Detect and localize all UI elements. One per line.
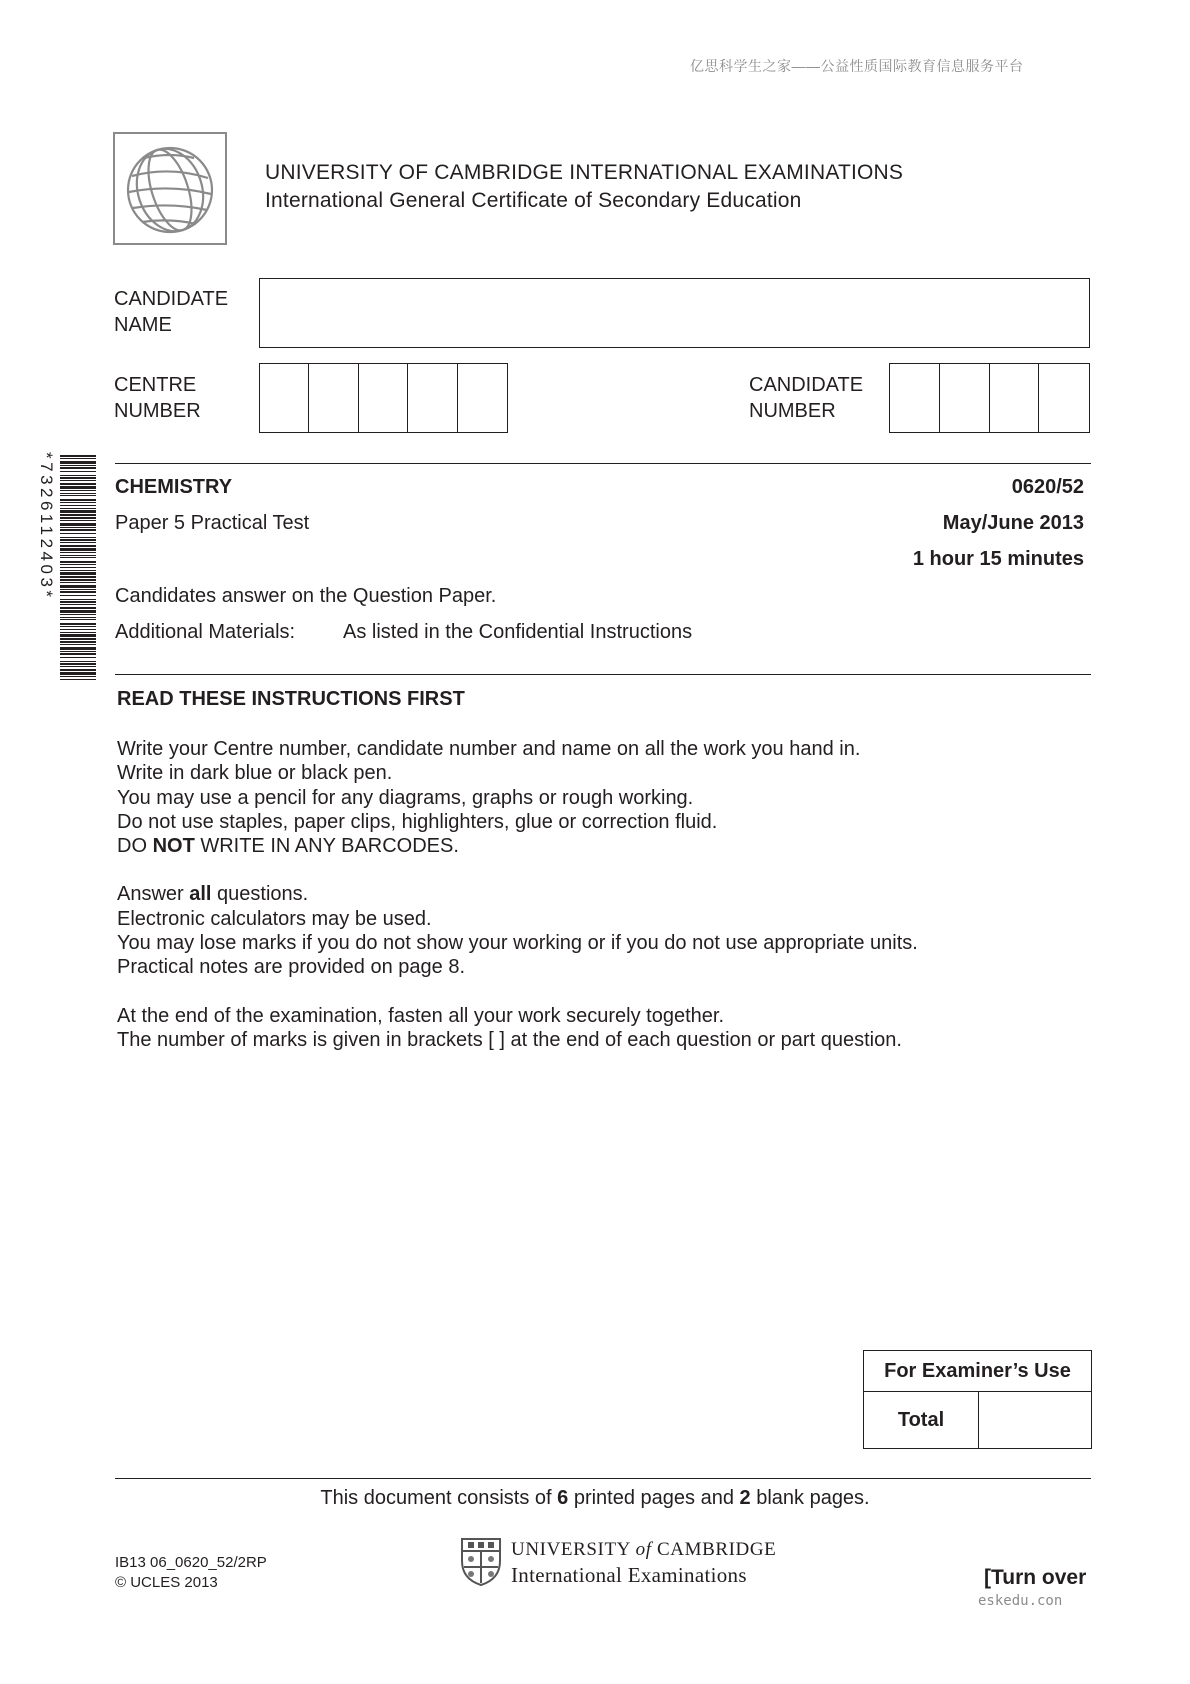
barcode-bar: [60, 483, 96, 485]
barcode-bar: [60, 576, 96, 578]
barcode-bar: [60, 585, 96, 588]
divider-top: [115, 463, 1091, 464]
barcode-bar: [60, 604, 96, 605]
barcode-bar: [60, 533, 96, 534]
instruction-line: The number of marks is given in brackets [ ] at the end of each question or part question.: [117, 1028, 902, 1051]
barcode-bar: [60, 638, 96, 640]
barcode-bar: [60, 661, 96, 662]
centre-number-cell[interactable]: [458, 364, 507, 432]
total-label: Total: [864, 1392, 979, 1449]
barcode-bar: [60, 490, 96, 491]
barcode-bar: [60, 599, 96, 600]
footer-university-of: of: [635, 1539, 652, 1560]
page-count-text: printed pages and: [568, 1487, 740, 1509]
barcode-bar: [60, 517, 96, 519]
barcode-bar: [60, 617, 96, 618]
paper-code: 0620/52: [1011, 476, 1084, 498]
candidate-number-cell[interactable]: [990, 364, 1040, 432]
page-count-text: This document consists of: [320, 1487, 558, 1509]
barcode-bar: [60, 601, 96, 603]
barcode-bar: [60, 564, 96, 565]
centre-number-cell[interactable]: [260, 364, 309, 432]
barcode-bar: [60, 499, 96, 501]
divider-middle: [115, 674, 1091, 675]
barcode-bar: [60, 495, 96, 496]
barcode-bar: [60, 669, 96, 671]
barcode-digits: *7326112403*: [37, 452, 56, 601]
candidate-number-label-line2: NUMBER: [749, 400, 836, 422]
centre-number-label-line1: CENTRE: [114, 374, 197, 396]
footer-reference: [115, 1553, 267, 1593]
barcode-bar: [60, 589, 96, 590]
barcode-bar: [60, 567, 96, 568]
candidate-name-label: [114, 286, 228, 338]
instruction-text: DO: [117, 835, 153, 858]
instruction-line: [117, 882, 918, 906]
instructions-heading: READ THESE INSTRUCTIONS FIRST: [117, 688, 465, 710]
barcode-bar: [60, 610, 96, 613]
candidate-number-label: [749, 372, 863, 424]
barcode: [60, 455, 96, 681]
watermark-top: 亿思科学生之家——公益性质国际教育信息服务平台: [690, 58, 1024, 74]
candidate-name-label-line2: NAME: [114, 314, 172, 336]
candidate-name-label-line1: CANDIDATE: [114, 288, 229, 310]
barcode-bar: [60, 676, 96, 677]
qualification-title: International General Certificate of Secondary Education: [265, 189, 802, 212]
barcode-bar: [60, 572, 96, 575]
barcode-bar: [60, 529, 96, 531]
barcode-bar: [60, 467, 96, 469]
instructions-block: [117, 737, 918, 1052]
exam-session: May/June 2013: [942, 512, 1084, 534]
candidate-name-field[interactable]: [259, 278, 1090, 348]
university-title: UNIVERSITY OF CAMBRIDGE INTERNATIONAL EXAMINATIONS: [265, 161, 904, 184]
barcode-bar: [60, 634, 96, 637]
barcode-bar: [60, 520, 96, 521]
instruction-text: questions.: [211, 883, 309, 906]
copyright: © UCLES 2013: [115, 1574, 218, 1591]
page-count-text: blank pages.: [750, 1487, 870, 1509]
barcode-bar: [60, 458, 96, 459]
instruction-line: At the end of the examination, fasten all your work securely together.: [117, 1004, 725, 1027]
barcode-bar: [60, 570, 96, 571]
globe-icon: [124, 144, 216, 236]
paper-title: Paper 5 Practical Test: [115, 512, 310, 534]
barcode-bar: [60, 632, 96, 633]
barcode-bar: [60, 461, 96, 464]
barcode-bar: [60, 647, 96, 650]
centre-number-label: [114, 372, 201, 424]
barcode-bar: [60, 539, 96, 541]
barcode-bar: [60, 505, 96, 506]
materials-value: As listed in the Confidential Instructions: [343, 621, 693, 643]
barcode-bar: [60, 623, 96, 625]
candidate-number-field[interactable]: [889, 363, 1090, 433]
blank-pages-count: 2: [739, 1487, 751, 1509]
instruction-line: Practical notes are provided on page 8.: [117, 956, 465, 979]
subject: CHEMISTRY: [115, 476, 233, 498]
barcode-bar: [60, 672, 96, 675]
barcode-bar: [60, 626, 96, 627]
instruction-line: You may lose marks if you do not show your working or if you do not use appropriate units.: [117, 932, 918, 955]
barcode-bar: [60, 651, 96, 652]
footer-university-text: CAMBRIDGE: [651, 1539, 777, 1560]
instruction-line: Write your Centre number, candidate number and name on all the work you hand in.: [117, 738, 861, 760]
barcode-bar: [60, 508, 96, 509]
footer-university-line1: [511, 1539, 776, 1561]
instruction-emphasis: NOT: [152, 835, 195, 858]
barcode-bar: [60, 471, 96, 472]
instruction-line: [117, 834, 918, 858]
barcode-bar: [60, 666, 96, 667]
answer-note: Candidates answer on the Question Paper.: [115, 585, 497, 607]
barcode-bar: [60, 653, 96, 655]
globe-logo: [113, 132, 227, 245]
barcode-bar: [60, 514, 96, 516]
barcode-bar: [60, 537, 96, 538]
document-reference: IB13 06_0620_52/2RP: [115, 1554, 267, 1571]
centre-number-cell[interactable]: [408, 364, 457, 432]
barcode-bar: [60, 595, 96, 596]
instruction-line: Electronic calculators may be used.: [117, 907, 432, 930]
printed-pages-count: 6: [557, 1487, 569, 1509]
barcode-bar: [60, 480, 96, 481]
barcode-bar: [60, 548, 96, 551]
barcode-bar: [60, 614, 96, 615]
barcode-bar: [60, 591, 96, 593]
barcode-bar: [60, 561, 96, 563]
barcode-bar: [60, 502, 96, 503]
centre-number-cell[interactable]: [309, 364, 358, 432]
candidate-number-cell[interactable]: [1039, 364, 1089, 432]
instruction-line: Write in dark blue or black pen.: [117, 762, 393, 785]
barcode-bar: [60, 545, 96, 547]
barcode-bar: [60, 579, 96, 581]
barcode-bar: [60, 619, 96, 620]
candidate-number-cell[interactable]: [890, 364, 940, 432]
footer-university-line2: International Examinations: [511, 1563, 747, 1587]
centre-number-label-line2: NUMBER: [114, 400, 201, 422]
centre-number-cell[interactable]: [359, 364, 408, 432]
site-watermark: eskedu.con: [978, 1593, 1063, 1609]
barcode-bar: [60, 629, 96, 630]
page-count-note: [0, 1487, 1190, 1510]
barcode-bar: [60, 510, 96, 513]
exam-duration: 1 hour 15 minutes: [912, 548, 1084, 570]
materials-label: Additional Materials:: [115, 621, 296, 643]
instruction-line: Do not use staples, paper clips, highlighters, glue or correction fluid.: [117, 810, 718, 833]
barcode-bar: [60, 657, 96, 658]
examiner-use-table: [863, 1350, 1092, 1449]
barcode-bar: [60, 542, 96, 543]
barcode-bar: [60, 475, 96, 476]
barcode-bar: [60, 465, 96, 466]
centre-number-field[interactable]: [259, 363, 508, 433]
divider-bottom: [115, 1478, 1091, 1479]
barcode-bar: [60, 679, 96, 680]
barcode-bar: [60, 555, 96, 556]
barcode-bar: [60, 641, 96, 643]
instruction-emphasis: all: [189, 883, 212, 906]
barcode-bar: [60, 582, 96, 583]
barcode-bar: [60, 663, 96, 665]
instruction-text: WRITE IN ANY BARCODES.: [194, 835, 459, 858]
turn-over: [Turn over: [984, 1566, 1087, 1589]
cambridge-crest-icon: [460, 1537, 502, 1587]
instruction-line: You may use a pencil for any diagrams, graphs or rough working.: [117, 786, 694, 809]
barcode-bar: [60, 486, 96, 489]
barcode-bar: [60, 523, 96, 526]
total-field[interactable]: [979, 1392, 1091, 1449]
candidate-number-label-line1: CANDIDATE: [749, 374, 864, 396]
barcode-bar: [60, 552, 96, 553]
barcode-bar: [60, 477, 96, 479]
barcode-bar: [60, 607, 96, 609]
barcode-bar: [60, 644, 96, 645]
candidate-number-cell[interactable]: [940, 364, 990, 432]
barcode-bar: [60, 557, 96, 558]
examiner-use-heading: For Examiner’s Use: [864, 1351, 1091, 1392]
footer-university-text: UNIVERSITY: [511, 1539, 636, 1560]
barcode-bar: [60, 455, 96, 457]
barcode-bar: [60, 527, 96, 528]
instruction-text: Answer: [117, 883, 190, 906]
barcode-bar: [60, 493, 96, 494]
